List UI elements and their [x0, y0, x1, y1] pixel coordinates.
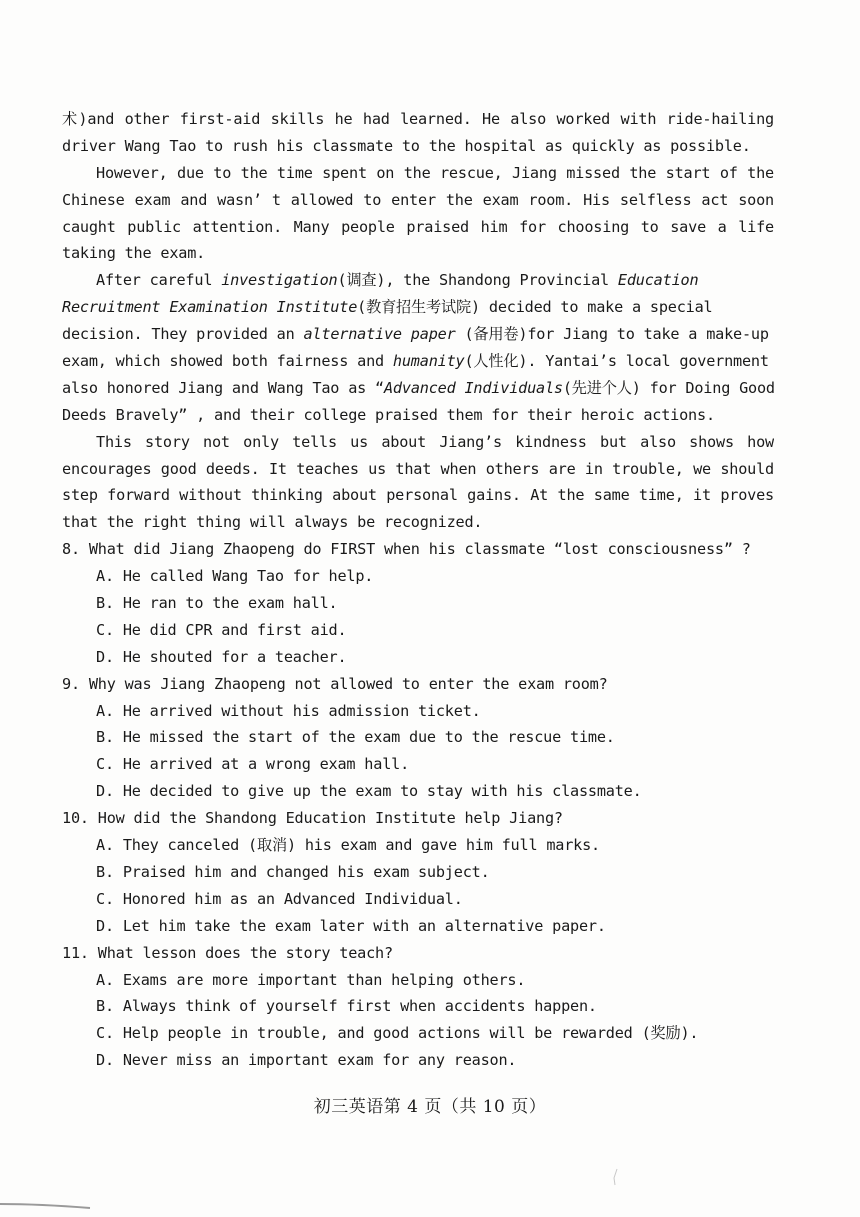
answer-option: D. He shouted for a teacher.: [96, 647, 347, 666]
passage-line: decision. They provided an alternative paper (备用卷)for Jiang to take a make-up: [62, 325, 769, 344]
passage-line: After careful investigation(调查), the Shandong Provincial Education: [96, 271, 699, 290]
page-content: [62, 106, 774, 1074]
passage-line: Deeds Bravely” , and their college praised them for their heroic actions.: [62, 405, 715, 424]
passage-line: exam, which showed both fairness and humanity(人性化). Yantai’s local government: [62, 352, 769, 371]
answer-option: D. Never miss an important exam for any reason.: [96, 1051, 517, 1070]
question-list: [62, 536, 774, 1074]
passage-line: taking the exam.: [62, 244, 206, 263]
question-stem: 8. What did Jiang Zhaopeng do FIRST when his classmate “lost consciousness” ?: [62, 540, 751, 559]
answer-option: C. He arrived at a wrong exam hall.: [96, 755, 410, 774]
passage-line: also honored Jiang and Wang Tao as “Advanced Individuals(先进个人) for Doing Good: [62, 378, 775, 397]
passage-line: encourages good deeds. It teaches us that when others are in trouble, we should: [62, 459, 774, 478]
glossed-term: investigation: [221, 271, 338, 290]
answer-option: B. He ran to the exam hall.: [96, 594, 338, 613]
question-11: [62, 940, 774, 1074]
passage-line: driver Wang Tao to rush his classmate to the hospital as quickly as possible.: [62, 136, 751, 155]
answer-option: D. He decided to give up the exam to stay with his classmate.: [96, 782, 642, 801]
question-9: [62, 671, 774, 805]
passage-line: Chinese exam and wasn’ t allowed to enter the exam room. His selfless act soon: [62, 190, 774, 209]
passage-line: This story not only tells us about Jiang’s kindness but also shows how: [96, 432, 774, 451]
answer-option: B. He missed the start of the exam due to the rescue time.: [96, 728, 615, 747]
answer-option: A. He called Wang Tao for help.: [96, 567, 374, 586]
glossed-term: Education: [617, 271, 699, 290]
answer-option: C. Help people in trouble, and good actions will be rewarded (奖励).: [96, 1024, 699, 1043]
page-footer: 初三英语第 4 页（共 10 页）: [313, 1097, 547, 1117]
question-stem: 9. Why was Jiang Zhaopeng not allowed to enter the exam room?: [62, 674, 608, 693]
question-8: [62, 536, 774, 670]
glossed-term: alternative paper: [303, 325, 456, 344]
pencil-mark: [612, 1168, 618, 1186]
answer-option: A. Exams are more important than helping others.: [96, 970, 526, 989]
passage-line: caught public attention. Many people praised him for choosing to save a life: [62, 217, 774, 236]
passage-line: step forward without thinking about personal gains. At the same time, it proves: [62, 486, 774, 505]
answer-option: B. Praised him and changed his exam subject.: [96, 862, 490, 881]
answer-option: B. Always think of yourself first when accidents happen.: [96, 997, 597, 1016]
glossed-term: humanity: [392, 352, 465, 371]
answer-option: A. They canceled (取消) his exam and gave him full marks.: [96, 836, 600, 855]
scan-edge-mark: [0, 1203, 92, 1209]
reading-passage: [62, 106, 774, 536]
glossed-term: Recruitment Examination Institute: [62, 298, 358, 317]
answer-option: C. Honored him as an Advanced Individual.: [96, 889, 463, 908]
answer-option: C. He did CPR and first aid.: [96, 620, 347, 639]
passage-line: Recruitment Examination Institute(教育招生考试院) decided to make a special: [62, 298, 713, 317]
passage-line: 术)and other first-aid skills he had learned. He also worked with ride-hailing: [62, 110, 774, 128]
question-stem: 10. How did the Shandong Education Institute help Jiang?: [62, 809, 563, 828]
answer-option: A. He arrived without his admission ticket.: [96, 701, 481, 720]
question-10: [62, 805, 774, 939]
passage-line: that the right thing will always be recognized.: [62, 513, 483, 532]
glossed-term: Advanced Individuals: [383, 378, 563, 397]
passage-line: However, due to the time spent on the rescue, Jiang missed the start of the: [96, 163, 774, 182]
answer-option: D. Let him take the exam later with an alternative paper.: [96, 916, 606, 935]
question-stem: 11. What lesson does the story teach?: [62, 943, 393, 962]
